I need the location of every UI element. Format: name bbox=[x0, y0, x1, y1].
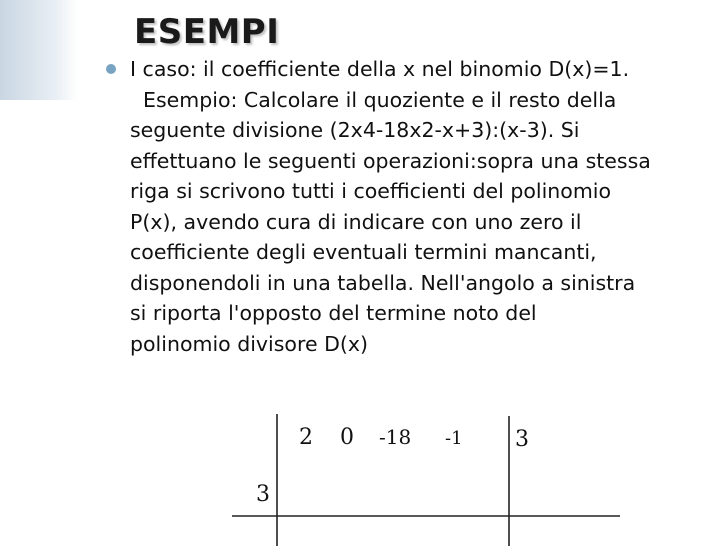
body-line: I caso: il coefficiente della x nel binomio D(x)=1. bbox=[130, 57, 630, 81]
coefficient-1: 2 bbox=[299, 425, 313, 450]
body-line: coefficiente degli eventuali termini mancanti, bbox=[130, 240, 597, 264]
slide-title: ESEMPI bbox=[134, 12, 280, 52]
coefficient-3: -18 bbox=[379, 425, 412, 449]
body-line: disponendoli in una tabella. Nell'angolo a sinistra bbox=[130, 270, 636, 295]
body-line: P(x), avendo cura di indicare con uno zero il bbox=[130, 209, 582, 234]
body-line: effettuano le seguenti operazioni:sopra una stessa bbox=[130, 148, 651, 173]
constant-term: 3 bbox=[515, 427, 529, 452]
body-line: seguente divisione (2x4-18x2-x+3):(x-3). Si bbox=[130, 118, 580, 142]
coefficient-2: 0 bbox=[340, 425, 354, 450]
body-line: riga si scrivono tutti i coefficienti del polinomio bbox=[130, 179, 612, 203]
body-line: Esempio: Calcolare il quoziente e il resto della bbox=[130, 87, 617, 112]
divisor-root: 3 bbox=[256, 482, 270, 507]
body-line: polinomio divisore D(x) bbox=[130, 331, 368, 356]
body-line: si riporta l'opposto del termine noto del bbox=[130, 301, 537, 325]
coefficient-4: -1 bbox=[445, 428, 463, 449]
